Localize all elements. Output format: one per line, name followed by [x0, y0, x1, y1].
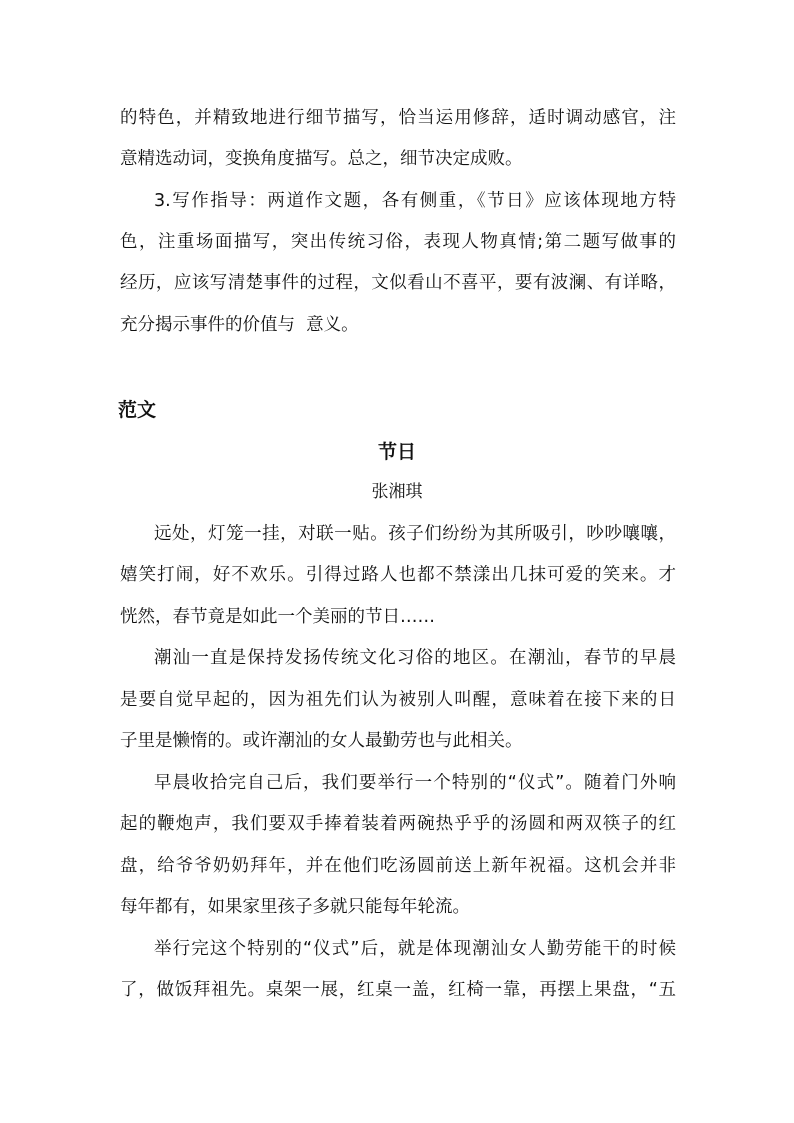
guidance-paragraph-1-line-2: 意精选动词，变换角度描写。总之，细节决定成败。: [120, 149, 523, 169]
essay-paragraph-3-line-2: 起的鞭炮声，我们要双手捧着装着两碗热乎乎的汤圆和两双筷子的红: [120, 814, 676, 834]
guidance-paragraph-2-line-4: 充分揭示事件的价值与 意义。: [120, 315, 359, 335]
guidance-paragraph-2-line-2: 色，注重场面描写，突出传统习俗，表现人物真情;第二题写做事的: [120, 232, 676, 252]
essay-paragraph-2-line-3: 子里是懒惰的。或许潮汕的女人最勤劳也与此相关。: [120, 731, 523, 751]
essay-author: 张湘琪: [371, 482, 423, 502]
guidance-paragraph-2-line-3: 经历，应该写清楚事件的过程，文似看山不喜平，要有波澜、有详略，: [120, 273, 676, 293]
essay-title: 节日: [377, 441, 416, 463]
section-heading: 范文: [118, 399, 157, 421]
essay-paragraph-1-line-3: 恍然，春节竟是如此一个美丽的节日……: [120, 607, 435, 627]
essay-paragraph-2-line-1: 潮汕一直是保持发扬传统文化习俗的地区。在潮汕，春节的早晨: [154, 648, 676, 668]
guidance-paragraph-2-line-1: 3.写作指导：两道作文题，各有侧重，《节日》应该体现地方特: [154, 191, 676, 211]
essay-paragraph-1-line-2: 嬉笑打闹，好不欢乐。引得过路人也都不禁漾出几抹可爱的笑来。才: [120, 565, 676, 585]
essay-paragraph-3-line-3: 盘，给爷爷奶奶拜年，并在他们吃汤圆前送上新年祝福。这机会并非: [120, 856, 676, 876]
essay-paragraph-4-line-1: 举行完这个特别的“仪式”后，就是体现潮汕女人勤劳能干的时候: [154, 939, 676, 959]
essay-paragraph-3-line-4: 每年都有，如果家里孩子多就只能每年轮流。: [120, 897, 470, 917]
essay-paragraph-1-line-1: 远处，灯笼一挂，对联一贴。孩子们纷纷为其所吸引，吵吵嚷嚷，: [154, 524, 676, 544]
guidance-paragraph-1-line-1: 的特色，并精致地进行细节描写，恰当运用修辞，适时调动感官，注: [120, 108, 676, 128]
essay-paragraph-4-line-2: 了，做饭拜祖先。桌架一展，红桌一盖，红椅一靠，再摆上果盘，“五: [120, 980, 676, 1000]
essay-paragraph-3-line-1: 早晨收拾完自己后，我们要举行一个特别的“仪式”。随着门外响: [154, 773, 676, 793]
essay-paragraph-2-line-2: 是要自觉早起的，因为祖先们认为被别人叫醒，意味着在接下来的日: [120, 690, 676, 710]
